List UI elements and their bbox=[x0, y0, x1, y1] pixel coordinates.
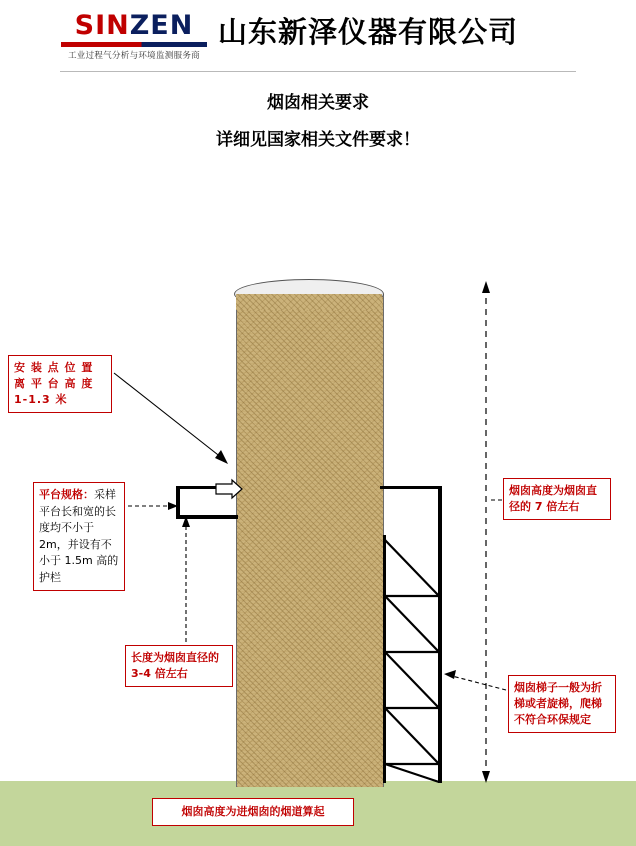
right-frame-horizontal bbox=[380, 486, 442, 489]
callout-length-requirement: 长度为烟囱直径的 3-4 倍左右 bbox=[125, 645, 233, 687]
chimney-stack bbox=[236, 294, 384, 787]
callout-height-requirement: 烟囱高度为烟囱直径的 7 倍左右 bbox=[503, 478, 611, 520]
callout-install-point-line3: 1-1.3 米 bbox=[14, 392, 68, 406]
logo-wordmark-suffix: ZEN bbox=[129, 10, 194, 41]
sampling-platform-rail bbox=[176, 486, 180, 519]
page-subtitle: 详细见国家相关文件要求！ bbox=[216, 130, 420, 150]
leader-install-point-arrow bbox=[215, 450, 228, 464]
logo-wordmark-prefix: SIN bbox=[74, 10, 130, 41]
leader-ladder bbox=[452, 676, 506, 690]
sampling-platform-deck bbox=[176, 515, 238, 519]
callout-platform-spec-body: 采样平台长和宽的长度均不小于2m，并设有不小于 1.5m 高的护栏 bbox=[39, 488, 119, 584]
callout-install-point-line2: 离 平 台 高 度 bbox=[14, 376, 94, 390]
leader-ladder-arrow bbox=[444, 670, 456, 679]
sampling-platform-top-rail bbox=[176, 486, 238, 489]
callout-install-point bbox=[8, 355, 112, 413]
page-title: 烟囱相关要求 bbox=[267, 93, 369, 113]
callout-bottom-note: 烟囱高度为进烟囱的烟道算起 bbox=[152, 798, 354, 826]
callout-ladder-requirement: 烟囱梯子一般为折梯或者旋梯，爬梯不符合环保规定 bbox=[508, 675, 616, 733]
height-dimension-arrow-top bbox=[482, 281, 490, 293]
logo-tagline: 工业过程气分析与环境监测服务商 bbox=[67, 51, 200, 61]
leader-install-point bbox=[114, 373, 222, 458]
callout-platform-spec bbox=[33, 482, 125, 591]
callout-install-point-line1: 安 装 点 位 置 bbox=[14, 361, 94, 374]
chimney-top-fill bbox=[236, 294, 382, 310]
callout-platform-spec-label: 平台规格： bbox=[39, 488, 94, 501]
ladder-zigzag-icon bbox=[385, 540, 439, 782]
right-frame-vertical bbox=[438, 486, 442, 783]
company-name: 山东新泽仪器有限公司 bbox=[218, 15, 519, 49]
ladder-left-rail bbox=[383, 535, 386, 783]
